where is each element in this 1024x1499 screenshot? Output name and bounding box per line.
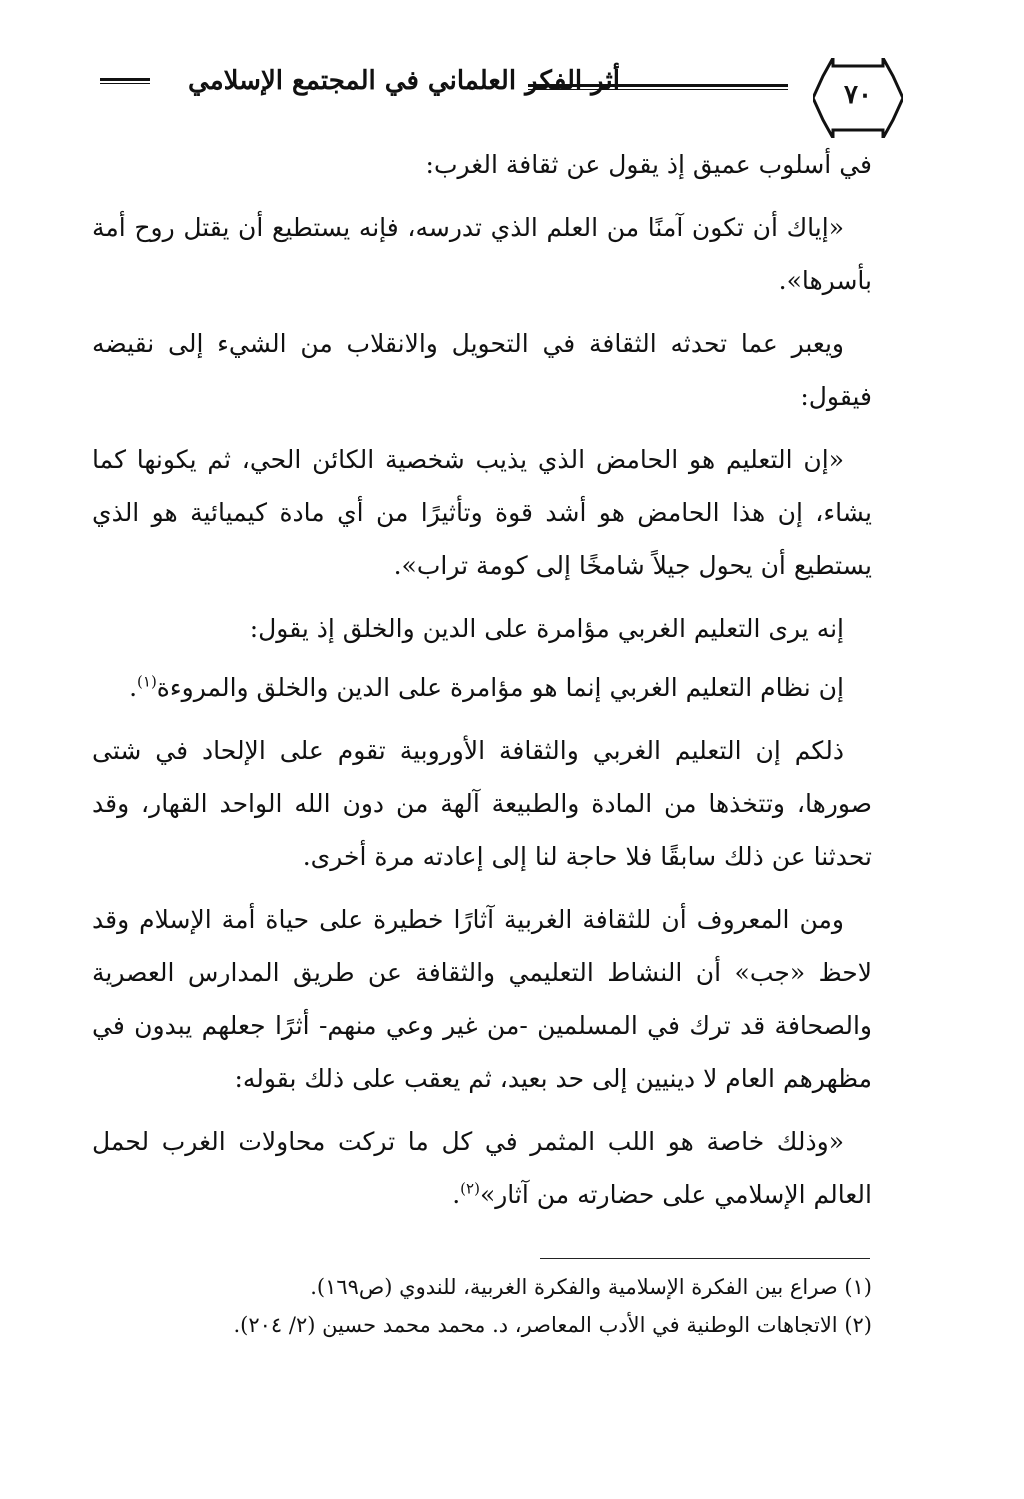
paragraph: إن نظام التعليم الغربي إنما هو مؤامرة على الدين والخلق والمروءة$^{(١)}$. — [129, 672, 844, 702]
header-rule-right — [528, 84, 788, 90]
page-header — [100, 58, 910, 128]
page-number-badge — [813, 58, 903, 138]
footnote: (٢) الاتجاهات الوطنية في الأدب المعاصر، د. محمد محمد حسين (٢/ ٢٠٤). — [233, 1313, 872, 1337]
paragraph: إنه يرى التعليم الغربي مؤامرة على الدين والخلق إذ يقول: — [249, 614, 844, 643]
footnotes — [160, 1268, 872, 1344]
quote-paragraph: «إن التعليم هو الحامض الذي يذيب شخصية الكائن الحي، ثم يكونها كما يشاء، إن هذا الحامض هو أشد قوة وتأثيرًا من أي مادة كيميائية هو الذي يستطيع أن يحول جيلاً شامخًا إلى كومة تراب». — [92, 445, 872, 580]
paragraph: ويعبر عما تحدثه الثقافة في التحويل والانقلاب من الشيء إلى نقيضه فيقول: — [92, 329, 872, 411]
quote-paragraph: «وذلك خاصة هو اللب المثمر في كل ما تركت محاولات الغرب لحمل العالم الإسلامي على حضارته من آثار»$^{(٢)}$. — [92, 1127, 872, 1209]
paragraph: في أسلوب عميق إذ يقول عن ثقافة الغرب: — [425, 150, 872, 179]
footnote-reference: (٢) — [460, 1179, 480, 1198]
footnote-reference: (١) — [137, 672, 157, 691]
paragraph: ومن المعروف أن للثقافة الغربية آثارًا خطيرة على حياة أمة الإسلام وقد لاحظ «جب» أن النشاط التعليمي والثقافة عن طريق المدارس العصرية والصحافة قد ترك في المسلمين -من غير وعي منهم- أثرًا جعلهم يبدون في مظهرهم العام لا دينيين إلى حد بعيد، ثم يعقب على ذلك بقوله: — [92, 905, 872, 1093]
main-text — [92, 138, 872, 1231]
footnote: (١) صراع بين الفكرة الإسلامية والفكرة الغربية، للندوي (ص١٦٩). — [310, 1275, 872, 1299]
paragraph: ذلكم إن التعليم الغربي والثقافة الأوروبية تقوم على الإلحاد في شتى صورها، وتتخذها من المادة والطبيعة آلهة من دون الله الواحد القهار، وقد تحدثنا عن ذلك سابقًا فلا حاجة لنا إلى إعادته مرة أخرى. — [92, 736, 872, 871]
quote-paragraph: «إياك أن تكون آمنًا من العلم الذي تدرسه، فإنه يستطيع أن يقتل روح أمة بأسرها». — [92, 213, 872, 295]
header-rule-left — [100, 78, 150, 84]
page-number: ٧٠ — [844, 80, 872, 110]
running-title: أثر الفكر العلماني في المجتمع الإسلامي — [188, 66, 620, 96]
footnote-separator — [540, 1258, 870, 1259]
